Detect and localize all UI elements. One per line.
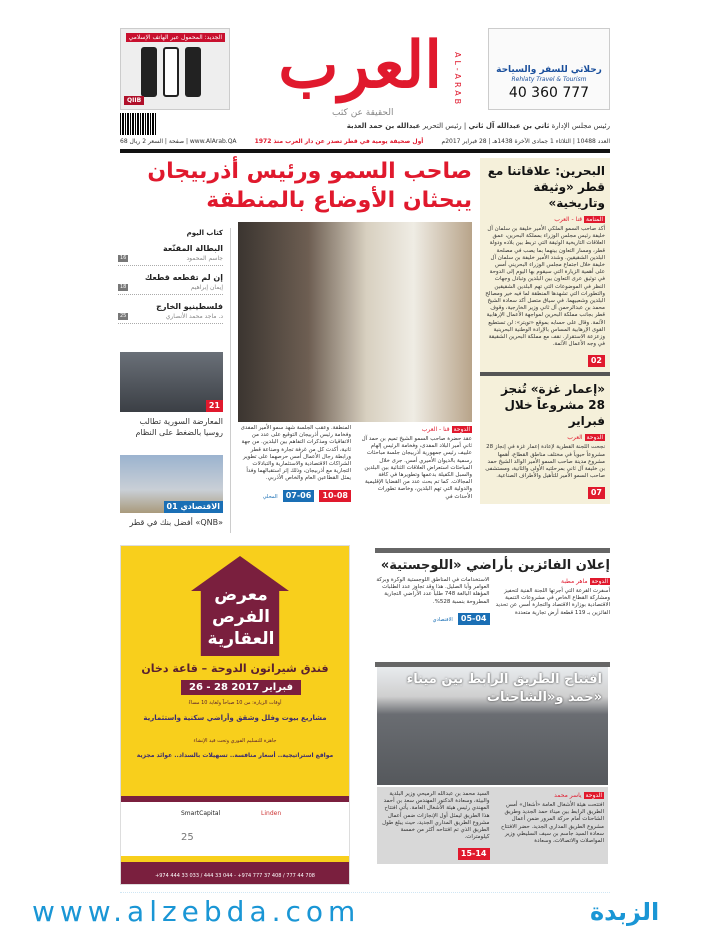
story-body: عقد حضرة صاحب السمو الشيخ تميم بن حمد آل ثاني أمير البلاد المفدى، وفخامة الرئيس إلهام علييف رئيس جمهورية أذربيجان جلسة مباحثات رسمية بالديوان الأميري أمس. جرى خلال المباحثات استعراض العلاقات الثنائية بين البلدين والسبل الكفيلة بدعمها وتطويرها في كافة المجالات. كما تم بحث عدد من القضايا الإقليمية والدولية التي تهم البلدين، وخاصة تطورات الأحداث في xyxy=(361,436,472,500)
city-tag: الدوحة xyxy=(586,434,603,442)
city-tag: الدوحة xyxy=(585,792,602,799)
page-ref: 01 xyxy=(166,502,178,511)
source: ماهر مطبة xyxy=(561,578,588,585)
sponsor-logo: 25 xyxy=(181,832,194,843)
bahrain-story[interactable] xyxy=(480,158,610,372)
writers-column xyxy=(118,228,223,330)
sponsor-logos xyxy=(121,796,349,856)
qiib-logo: QIIB xyxy=(124,96,144,105)
issue-number: العدد 10488 | الثلاثاء 1 جمادى الآخرة 1438هـ | 28 فبراير 2017م xyxy=(441,138,610,145)
story-title[interactable]: البحرين: علاقاتنا مع قطر «وثيقة وتاريخية» xyxy=(487,164,605,210)
dateline xyxy=(359,425,472,434)
ad-dates: 26 - 28 فبراير 2017 xyxy=(181,680,301,695)
ad-phones: +974 444 33 033 / 444 33 044 - +974 777 37 408 / 777 44 708 xyxy=(121,862,349,884)
ad-phone: 40 360 777 xyxy=(508,85,590,101)
main-headline[interactable]: صاحب السمو ورئيس أذربيجان يبحثان الأوضاع بالمنطقة xyxy=(147,159,472,213)
page-ref[interactable]: 07-06 xyxy=(283,490,315,502)
source: قنا - العرب xyxy=(421,426,450,433)
main-story-photo[interactable] xyxy=(238,222,472,422)
footer-divider xyxy=(120,892,610,893)
source: قنا - العرب xyxy=(554,216,583,223)
page-ref[interactable]: 15-14 xyxy=(458,848,490,860)
ad-title: معرض الفرص العقارية xyxy=(207,585,275,649)
rehlaty-ad[interactable] xyxy=(488,28,610,110)
writer-item[interactable] xyxy=(118,272,223,295)
page-ref: 18 xyxy=(120,284,127,290)
page-ref[interactable]: 02 xyxy=(588,355,605,367)
ad-brand-ar: رحلاتي للسفر والسياحة xyxy=(496,65,602,75)
source: ياسر محمد xyxy=(554,792,582,799)
city-tag: الدوحة xyxy=(591,578,608,585)
column-divider xyxy=(230,228,231,533)
logistics-story[interactable] xyxy=(375,548,610,625)
ad-banner-text: الجديد: المحمول عبر الهاتف الإسلامي xyxy=(126,33,225,42)
page-ref[interactable]: 05-04 xyxy=(458,613,490,625)
issue-info xyxy=(120,138,610,146)
chairman-name: ثاني بن عبدالله آل ثاني xyxy=(468,122,550,130)
story-body: المنطقة. وعقب الجلسة شهد سمو الأمير المفدى وفخامة رئيس أذربيجان التوقيع على عدد من الاتفاقيات ومذكرات التفاهم بين البلدين. من جهة ثانية، أكدت كل من غرفة تجارة وصناعة قطر ورابطة رجال الأعمال أمس حرصهما على تطوير الشراكات الاقتصادية والاستثمارية والتبادلات التجارية مع أذربيجان، وذلك إثر استقبالهما وفداً يمثل القطاعين العام والخاص الأذربي. xyxy=(240,425,351,482)
city-tag: الدوحة xyxy=(453,426,470,433)
syria-photo[interactable] xyxy=(120,352,223,412)
real-estate-expo-ad[interactable] xyxy=(120,545,350,885)
section-label: الاقتصادي xyxy=(180,502,220,511)
page-ref: 25 xyxy=(120,313,127,319)
slogan: أول صحيفة يومية في قطر تصدر عن دار العرب منذ 1972 xyxy=(254,138,424,145)
logo-tagline: الحقيقة عن كثب xyxy=(332,108,394,118)
staff-line: رئيس مجلس الإدارة ثاني بن عبدالله آل ثاني | رئيس التحرير عبدالله بن حمد العذبة xyxy=(346,122,610,130)
qnb-caption[interactable]: «QNB» أفضل بنك في قطر xyxy=(129,518,223,527)
sponsor-logo: Linden xyxy=(261,810,282,817)
story-body: أسفرت القرعة التي أجرتها اللجنة الفنية لتحفيز ومشاركة القطاع الخاص في مشروعات التنمية الاقتصادية بوزارة الاقتصاد والتجارة أمس عن تحديد الفائزين بـ 119 قطعة أرض تجارية متعددة xyxy=(495,588,610,616)
story-title[interactable]: إعلان الفائزين بأراضي «اللوجستية» xyxy=(380,558,610,573)
story-title[interactable]: افتتاح الطريق الرابط بين ميناء حمد و«الشاحنات» xyxy=(406,672,602,705)
story-body: افتتحت هيئة الأشغال العامة «أشغال» أمس الطريق الرابط بين ميناء حمد الجديد وطريق الشاحنات أمام حركة المرور ضمن أعمال مشروع الطريق المداري الجديد. حضر الافتتاح سعادة السيد جاسم بن سيف السليطي وزير المواصلات والاتصالات، وسعادة xyxy=(500,802,604,845)
ad-brand-en: Rehlaty Travel & Tourism xyxy=(511,76,587,83)
ad-finance: جاهزة للتسليم الفوري وتحت قيد الإنشاء xyxy=(193,738,277,744)
story-body: السيد محمد بن عبدالله الرميحي وزير البلدية والبيئة، وسعادة الدكتور المهندس سعد بن أحمد المهندي رئيس هيئة الأشغال العامة. يأتي افتتاح هذا الطريق ليمثل أول الإنجازات ضمن أعمال مشروع الطريق المداري الجديد، حيث يبلغ طول الطريق الذي تم افتتاحه أكثر من خمسة كيلومترات. xyxy=(382,791,490,841)
main-story-text xyxy=(238,425,472,502)
section-divider xyxy=(375,548,610,553)
qiib-ad[interactable] xyxy=(120,28,230,110)
ad-projects: مشاريع بيوت وفلل وشقق وأراضي سكنية واستثمارية xyxy=(143,714,327,722)
zebda-logo: الزبدة xyxy=(590,898,660,926)
article-title[interactable]: فلسطينيو الخارج xyxy=(156,302,223,311)
dateline xyxy=(485,215,605,224)
newspaper-logo xyxy=(262,22,462,122)
article-title[interactable]: إن لم تقطعه قطعك xyxy=(144,273,223,282)
ad-features: مواقع استراتيجية.. أسعار منافسة.. تسهيلات بالسداد.. عوائد مجزية xyxy=(136,752,334,759)
writers-heading: كتاب اليوم xyxy=(186,229,223,237)
author: د. ماجد محمد الأنصاري xyxy=(165,313,223,320)
site-url[interactable]: www.alzebda.com xyxy=(32,895,361,928)
editor-label: رئيس التحرير xyxy=(422,122,462,130)
page-ref[interactable]: 07 xyxy=(588,487,605,499)
author: جاسم المحمود xyxy=(186,255,223,262)
editor-name: عبدالله بن حمد العذبة xyxy=(346,122,421,130)
dateline xyxy=(485,433,605,442)
right-column xyxy=(480,158,610,504)
author: إيمان إبراهيم xyxy=(190,284,223,291)
section-label: المحلي xyxy=(262,493,278,500)
story-body: نجحت اللجنة القطرية لإعادة إعمار غزة في إنجاز 28 مشروعاً حيوياً في مختلف مناطق القطاع، أهمها مشروع مدينة صاحب السمو الأمير الوالد الشيخ حمد بن خليفة آل ثاني بمرحلتيه الأولى والثانية، ومستشفى صاحب السمو الأمير للتأهيل والأطراف الصناعية. xyxy=(485,444,605,480)
meta-info: 68 صفحة | السعر 2 ريال | www.AlArab.QA xyxy=(120,138,237,145)
sponsor-logo: SmartCapital xyxy=(181,810,221,817)
city-tag: المنامة xyxy=(585,216,603,223)
phone-image xyxy=(163,47,179,97)
section-label: الاقتصادي xyxy=(432,616,453,623)
logo-wordmark: العرب xyxy=(278,28,442,103)
ad-hours: أوقات الزيارة: من 10 صباحاً ولغاية 10 مساءً xyxy=(188,700,282,706)
syria-caption[interactable]: المعارضة السورية تطالب روسيا بالضغط على النظام xyxy=(135,417,223,437)
story-body: أكد صاحب السمو الملكي الأمير خليفة بن سلمان آل خليفة رئيس مجلس الوزراء بمملكة البحرين، عمق العلاقات التاريخية الوثيقة التي تربط بين بلاده ودولة قطر، ومسار التعاون بينهما بما يصب في مصلحة البلدين الشقيقين. وشدد الأمير خليفة بن سلمان آل خليفة خلال اجتماع مجلس الوزراء البحريني أمس على أهمية الزيارة التي سيقوم بها اليوم إلى الدوحة في توثيق عرى التعاون بين البلدين وتبادل وجهات النظر في الموضوعات التي تهم البلدين الشقيقين والتطورات التي تشهدها المنطقة لما فيه خير ومصالح البلدين وشعبيهما. في سياق متصل أكد سعادة الشيخ محمد بن عبدالرحمن آل ثاني وزير الخارجية، وقوف قطر بجانب مملكة البحرين لمواجهة الأعمال الإرهابية الآثمة. وقال على حسابه بموقع «تويتر»: لن تستطيع القوى الإرهابية المساس بالإرادة الوطنية البحرينية وزعزعة الاستقرار. نقف مع مملكة البحرين الشقيقة في وجه الأعمال الآثمة. xyxy=(485,226,605,348)
road-photo[interactable] xyxy=(377,667,608,785)
phone-image xyxy=(141,47,157,97)
ad-venue: فندق شيراتون الدوحة – قاعة دخان xyxy=(141,662,329,675)
source: العرب xyxy=(567,434,583,442)
road-story[interactable] xyxy=(375,662,610,864)
page-ref: 16 xyxy=(120,255,127,261)
writer-item[interactable] xyxy=(118,243,223,266)
barcode xyxy=(120,113,156,135)
chairman-label: رئيس مجلس الإدارة xyxy=(551,122,610,130)
header-divider xyxy=(120,149,610,153)
page-ref: 21 xyxy=(206,400,223,412)
writer-item[interactable] xyxy=(118,301,223,324)
gaza-story[interactable] xyxy=(480,372,610,504)
story-body: الاستخدامات في المناطق اللوجستية الوكرة وبركة العوامر وأبا الصليل. هذا وقد تجاوز عدد الطلبات المؤهلة البالغة 748 طلباً عدد الأراضي التجارية المطروحة بنسبة 528%. xyxy=(376,577,490,605)
article-title[interactable]: البطالة المقنّعة xyxy=(163,244,223,253)
phone-image xyxy=(185,47,201,97)
qnb-photo[interactable] xyxy=(120,455,223,513)
story-title[interactable]: «إعمار غزة» تُنجز 28 مشروعاً خلال فبراير xyxy=(501,382,605,429)
logo-latin: AL-ARAB xyxy=(453,52,462,108)
page-ref[interactable]: 10-08 xyxy=(319,490,351,502)
